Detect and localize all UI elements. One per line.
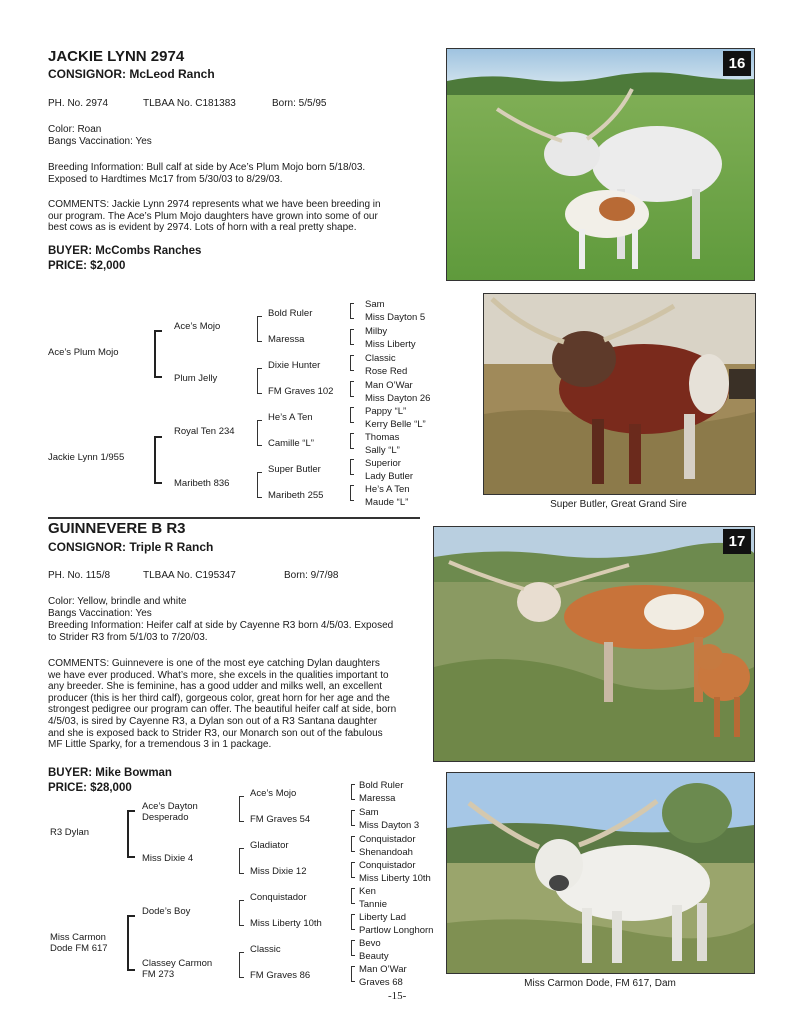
lot16-bracket-gp xyxy=(257,316,262,342)
lot17-bracket-ggp xyxy=(351,810,355,826)
lot17-grandparent: Miss Dixie 4 xyxy=(142,853,194,864)
lot16-bracket-ggp xyxy=(350,303,354,319)
lot17-ggg-parents: Bevo Beauty xyxy=(359,938,389,962)
lot17-number-badge: 17 xyxy=(723,529,751,554)
lot17-ggg-parents: Sam Miss Dayton 3 xyxy=(359,807,420,831)
lot16-bracket-dam xyxy=(154,436,162,484)
lot16-photo-caption: Super Butler, Great Grand Sire xyxy=(550,499,687,510)
lot17-consignor: CONSIGNOR: Triple R Ranch xyxy=(48,540,214,554)
lot17-bangs: Bangs Vaccination: Yes xyxy=(48,608,152,619)
lot17-great-grandparent: FM Graves 54 xyxy=(250,814,311,825)
lot16-bracket-gp xyxy=(257,368,262,394)
lot16-great-grandparent: Maribeth 255 xyxy=(268,490,324,501)
lot17-bracket-gp xyxy=(239,848,244,874)
lot17-ggg-parents: Conquistador Miss Liberty 10th xyxy=(359,860,431,884)
lot17-bracket-ggp xyxy=(351,966,355,982)
lot16-grandparent: Plum Jelly xyxy=(174,373,218,384)
lot16-great-grandparent: He’s A Ten xyxy=(268,412,313,423)
lot17-bracket-ggp xyxy=(351,836,355,852)
lot17-tlbaa-no: TLBAA No. C195347 xyxy=(143,570,236,581)
lot16-great-grandparent: Camille “L” xyxy=(268,438,314,449)
lot16-bracket-ggp xyxy=(350,433,354,449)
lot16-bracket-ggp xyxy=(350,381,354,397)
lot17-breeding-info: Breeding Information: Heifer calf at side by Cayenne R3 born 4/5/03. Exposed to Strider R3 from 5/1/03 to 7/20/03. xyxy=(48,620,394,643)
lot16-bracket-gp xyxy=(257,472,262,498)
lot17-great-grandparent: Miss Liberty 10th xyxy=(250,918,322,929)
lot17-bracket-sire xyxy=(127,810,135,858)
lot17-buyer: BUYER: Mike Bowman xyxy=(48,767,172,779)
lot17-bracket-ggp xyxy=(351,888,355,904)
lot16-ggg-parents: He’s A Ten Maude “L” xyxy=(365,484,410,508)
lot16-grandparent: Ace’s Mojo xyxy=(174,321,221,332)
lot16-price: PRICE: $2,000 xyxy=(48,260,126,272)
lot17-ggg-parents: Conquistador Shenandoah xyxy=(359,834,416,858)
lot17-grandparent: Dode’s Boy xyxy=(142,906,191,917)
lot17-color: Color: Yellow, brindle and white xyxy=(48,596,187,607)
lot17-grandparent: Classey Carmon FM 273 xyxy=(142,958,213,980)
lot16-comments: COMMENTS: Jackie Lynn 2974 represents what we have been breeding in our program. The Ace’s Plum Mojo daughters have grown into some of our best cows as is evident by 2974. Lots of horn with a real pretty shape. xyxy=(48,199,381,234)
lot17-ggg-parents: Liberty Lad Partlow Longhorn xyxy=(359,912,434,936)
lot16-bracket-gp xyxy=(257,420,262,446)
lot16-tlbaa-no: TLBAA No. C181383 xyxy=(143,98,236,109)
lot17-dam-photo xyxy=(446,772,755,974)
lot17-great-grandparent: Ace’s Mojo xyxy=(250,788,297,799)
lot17-bracket-ggp xyxy=(351,940,355,956)
lot16-great-grandparent: Dixie Hunter xyxy=(268,360,321,371)
lot16-grandparent: Royal Ten 234 xyxy=(174,426,235,437)
lot16-ggg-parents: Superior Lady Butler xyxy=(365,458,414,482)
lot17-great-grandparent: Classic xyxy=(250,944,281,955)
lot16-title: JACKIE LYNN 2974 xyxy=(48,48,185,65)
lot17-title: GUINNEVERE B R3 xyxy=(48,520,186,537)
lot17-bracket-ggp xyxy=(351,914,355,930)
page-number: -15- xyxy=(388,990,407,1002)
lot16-great-grandparent: Super Butler xyxy=(268,464,321,475)
lot16-cow-photo xyxy=(446,48,755,281)
lot17-dam: Miss Carmon Dode FM 617 xyxy=(50,932,108,954)
lot16-ggg-parents: Man O’War Miss Dayton 26 xyxy=(365,380,431,404)
lot17-great-grandparent: FM Graves 86 xyxy=(250,970,311,981)
lot17-great-grandparent: Miss Dixie 12 xyxy=(250,866,307,877)
lot17-price: PRICE: $28,000 xyxy=(48,782,132,794)
lot17-ggg-parents: Ken Tannie xyxy=(359,886,387,910)
lot16-sire-photo xyxy=(483,293,756,495)
lot16-bracket-ggp xyxy=(350,459,354,475)
lot16-dam: Jackie Lynn 1/955 xyxy=(48,452,125,463)
lot17-great-grandparent: Conquistador xyxy=(250,892,307,903)
lot17-sire: R3 Dylan xyxy=(50,827,90,838)
lot17-ph-no: PH. No. 115/8 xyxy=(48,570,111,581)
lot16-bracket-ggp xyxy=(350,485,354,501)
lot16-ggg-parents: Classic Rose Red xyxy=(365,353,408,377)
lot16-ph-no: PH. No. 2974 xyxy=(48,98,109,109)
lot17-bracket-gp xyxy=(239,952,244,978)
lot17-bracket-ggp xyxy=(351,862,355,878)
lot17-bracket-ggp xyxy=(351,784,355,800)
section-divider xyxy=(48,517,420,519)
lot16-great-grandparent: Bold Ruler xyxy=(268,308,313,319)
lot16-bracket-ggp xyxy=(350,355,354,371)
lot16-bangs: Bangs Vaccination: Yes xyxy=(48,136,152,147)
lot16-grandparent: Maribeth 836 xyxy=(174,478,230,489)
lot16-breeding-info: Breeding Information: Bull calf at side by Ace’s Plum Mojo born 5/18/03. Exposed to Hardtimes Mc17 from 5/30/03 to 8/29/03. xyxy=(48,162,366,185)
lot16-great-grandparent: FM Graves 102 xyxy=(268,386,334,397)
lot16-ggg-parents: Milby Miss Liberty xyxy=(365,326,416,350)
lot16-bracket-ggp xyxy=(350,407,354,423)
lot17-born: Born: 9/7/98 xyxy=(284,570,339,581)
lot17-grandparent: Ace’s Dayton Desperado xyxy=(142,801,198,823)
lot16-great-grandparent: Maressa xyxy=(268,334,305,345)
lot17-great-grandparent: Gladiator xyxy=(250,840,289,851)
lot17-ggg-parents: Bold Ruler Maressa xyxy=(359,780,404,804)
lot17-comments: COMMENTS: Guinnevere is one of the most eye catching Dylan daughters we have ever produced. What’s more, she excels in the qualities important to any breeder. She is feminine, has a good udder and milks well, an excellent producer (this is her third calf), gorgeous color, great horn for her age and the strongest pedigree our program can offer. The beautiful heifer calf at side, born 4/5/03, is sired by Cayenne R3, a Dylan son out of a R3 Santana daughter and she is exposed back to Strider R3, our Monarch son out of the fabulous MF Little Sparky, for a tremendous 3 in 1 package. xyxy=(48,658,397,751)
lot16-ggg-parents: Thomas Sally “L” xyxy=(365,432,400,456)
lot16-ggg-parents: Pappy “L” Kerry Belle “L” xyxy=(365,406,426,430)
lot17-bracket-gp xyxy=(239,796,244,822)
lot16-bracket-ggp xyxy=(350,329,354,345)
lot17-cow-photo xyxy=(433,526,755,762)
lot16-bracket-sire xyxy=(154,330,162,378)
lot16-buyer: BUYER: McCombs Ranches xyxy=(48,245,202,257)
lot16-number-badge: 16 xyxy=(723,51,751,76)
lot16-sire: Ace’s Plum Mojo xyxy=(48,347,119,358)
lot17-ggg-parents: Man O’War Graves 68 xyxy=(359,964,407,988)
lot17-bracket-dam xyxy=(127,915,135,971)
lot17-bracket-gp xyxy=(239,900,244,926)
lot17-photo-caption: Miss Carmon Dode, FM 617, Dam xyxy=(524,978,676,989)
lot16-ggg-parents: Sam Miss Dayton 5 xyxy=(365,299,426,323)
lot16-color: Color: Roan xyxy=(48,124,102,135)
lot16-born: Born: 5/5/95 xyxy=(272,98,327,109)
lot16-consignor: CONSIGNOR: McLeod Ranch xyxy=(48,67,215,81)
